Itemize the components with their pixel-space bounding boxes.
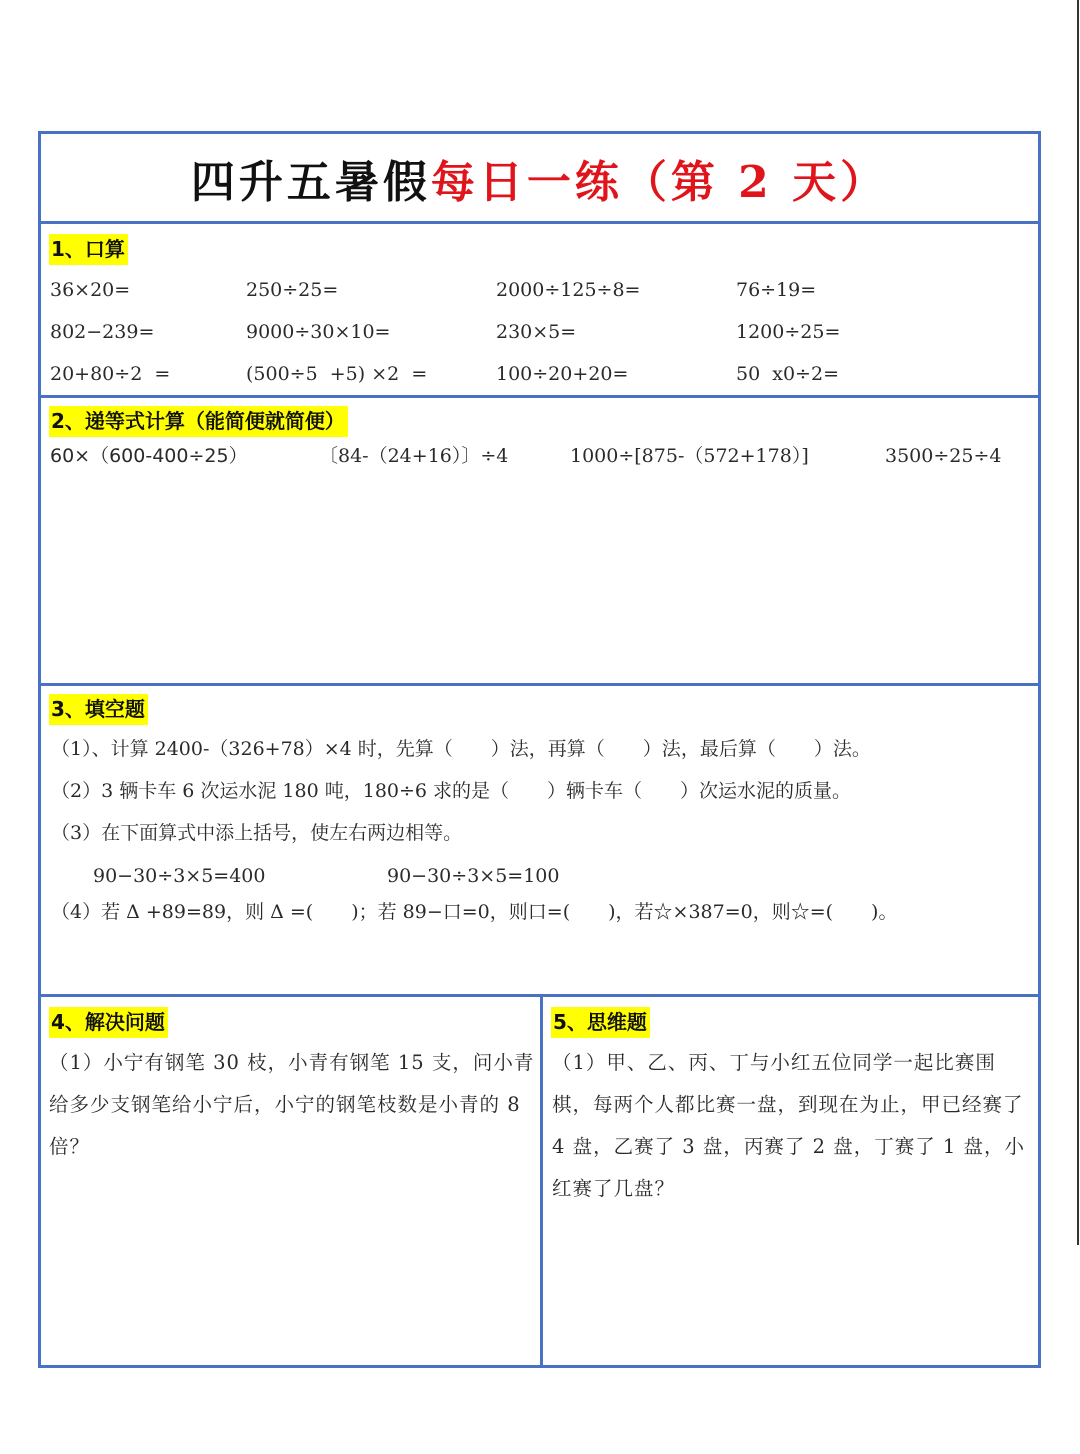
problem: 〔84-（24+16）〕÷4 xyxy=(319,445,509,467)
problem: 36×20= xyxy=(50,279,131,301)
column-divider xyxy=(540,997,543,1365)
problem: 1000÷[875-（572+178）] xyxy=(570,445,809,467)
page-title xyxy=(41,146,1038,210)
title-row xyxy=(41,134,1038,224)
word-problem-text: （1）小宁有钢笔 30 枝，小青有钢笔 15 支，问小青给多少支钢笔给小宁后，小宁的钢笔枝数是小青的 8 倍？ xyxy=(49,1051,535,1158)
problem: 9000÷30×10= xyxy=(246,321,391,343)
problem: 3500÷25÷4 xyxy=(885,445,1002,467)
question-4: （4）若 Δ +89=89，则 Δ =( )；若 89−口=0，则口=( )，若☆×387=0，则☆=( )。 xyxy=(51,901,898,923)
problem: 1200÷25= xyxy=(736,321,841,343)
question-2: （2）3 辆卡车 6 次运水泥 180 吨，180÷6 求的是（ ）辆卡车（ ）次运水泥的质量。 xyxy=(51,780,852,802)
problem: 100÷20+20= xyxy=(496,363,629,385)
title-black-part: 四升五暑假 xyxy=(190,157,431,208)
section-step-calculation xyxy=(41,398,1038,686)
problem: 76÷19= xyxy=(736,279,817,301)
problem: 230×5= xyxy=(496,321,577,343)
section-heading: 2、递等式计算（能简便就简便） xyxy=(49,406,348,437)
section-problems-row xyxy=(41,997,1038,1365)
question-3-expression: 90−30÷3×5=100 xyxy=(387,865,560,887)
problem: 802−239= xyxy=(50,321,155,343)
section-heading: 3、填空题 xyxy=(49,694,148,725)
section-mental-math xyxy=(41,224,1038,398)
thinking-problem-text: （1）甲、乙、丙、丁与小红五位同学一起比赛围棋，每两个人都比赛一盘，到现在为止，甲已经赛了 4 盘，乙赛了 3 盘，丙赛了 2 盘，丁赛了 1 盘，小红赛了几盘？ xyxy=(552,1051,1026,1200)
problem: (500÷5 +5) ×2 = xyxy=(246,363,428,385)
question-3-expression: 90−30÷3×5=400 xyxy=(93,865,266,887)
question-1: （1）、计算 2400-（326+78）×4 时，先算（ ）法，再算（ ）法，最后算（ ）法。 xyxy=(51,738,871,760)
section-fill-in-blanks xyxy=(41,686,1038,997)
problem: 250÷25= xyxy=(246,279,339,301)
section-heading: 4、解决问题 xyxy=(49,1007,168,1038)
worksheet-frame xyxy=(38,131,1041,1368)
problem: 20+80÷2 = xyxy=(50,363,171,385)
problem: 60×（600-400÷25） xyxy=(50,445,248,467)
problem: 2000÷125÷8= xyxy=(496,279,641,301)
page-edge-line xyxy=(1077,0,1079,1245)
title-red-part: 每日一练（第 2 天） xyxy=(430,157,889,208)
section-heading: 1、口算 xyxy=(49,234,128,265)
question-3: （3）在下面算式中添上括号，使左右两边相等。 xyxy=(51,822,463,844)
section-heading: 5、思维题 xyxy=(551,1007,650,1038)
problem: 50 x0÷2= xyxy=(736,363,839,385)
